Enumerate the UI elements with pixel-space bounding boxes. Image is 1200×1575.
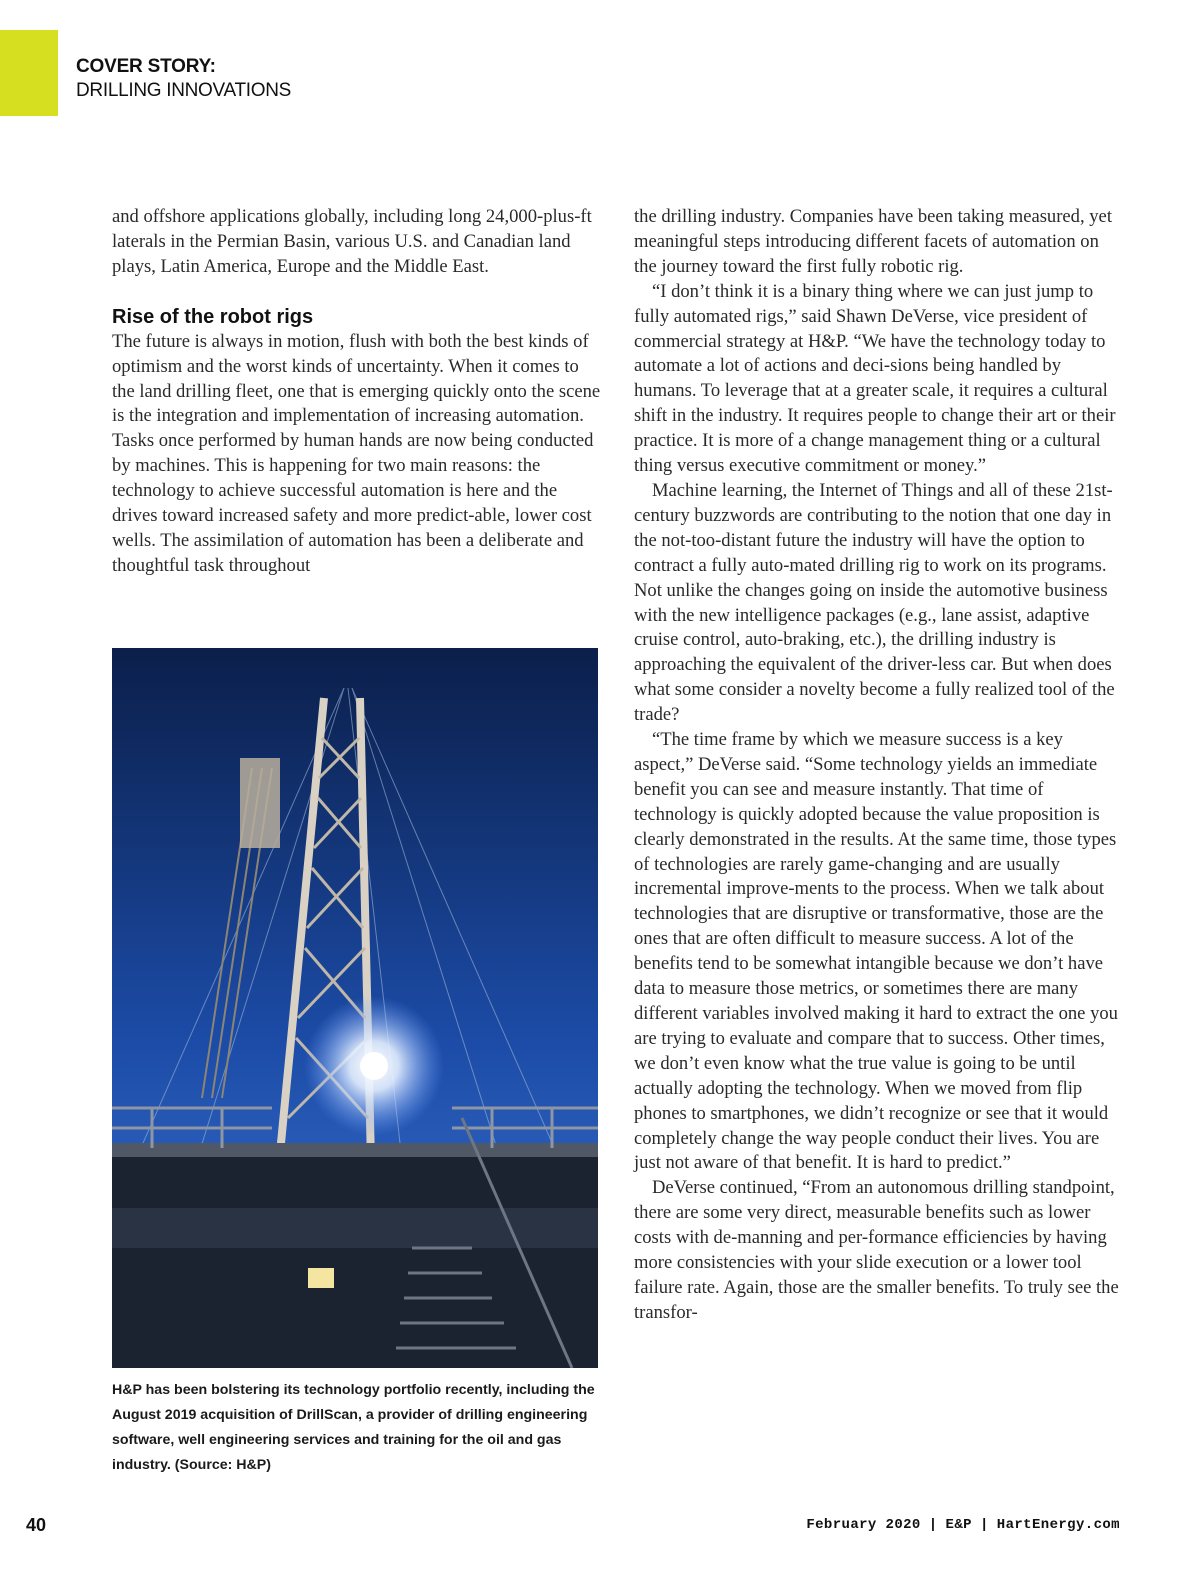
body-paragraph: The future is always in motion, flush with both the best kinds of optimism and the worst kinds of uncertainty. When it comes to the land drilling fleet, one that is emerging quickly onto the scene is the integration and implementation of increasing automation. Tasks once performed by human hands are now being conducted by machines. This is happening for two main reasons: the technology to achieve successful automation is here and the drives toward increased safety and more predict-able, lower cost wells. The assimilation of automation has been a deliberate and thoughtful task throughout [112, 330, 601, 576]
drilling-rig-photo [112, 648, 598, 1368]
footer-separator: | [979, 1517, 989, 1533]
photo-caption: H&P has been bolstering its technology portfolio recently, including the August 2019 acquisition of DrillScan, a provider of drilling engineering software, well engineering services and training for the oil and gas industry. (Source: H&P) [112, 1382, 595, 1473]
section-kicker: COVER STORY: [76, 56, 216, 77]
section-accent-bar [0, 30, 58, 116]
body-paragraph: “The time frame by which we measure success is a key aspect,” DeVerse said. “Some technology yields an immediate benefit you can see and measure instantly. That time of technology is quickly adopted because the value proposition is clearly demonstrated in the results. At the same time, those types of technologies are rarely game-changing and are usually incremental improve-ments to the process. When we talk about technologies that are disruptive or transformative, those are the ones that are often difficult to measure success. A lot of the benefits tend to be somewhat intangible because we don’t have data to measure those metrics, or sometimes there are many different variables involved making it hard to extract the one you are trying to evaluate and compare that to success. Other times, we don’t even know what the true value is going to be until actually adopting the technology. When we moved from flip phones to smartphones, we didn’t recognize or see that it would completely change the way people conduct their lives. You are just not aware of that benefit. It is hard to predict.” [634, 729, 1118, 1174]
website-link[interactable]: HartEnergy.com [996, 1517, 1120, 1533]
footer-separator: | [928, 1517, 938, 1533]
publication-name: E&P [945, 1517, 972, 1533]
subhead: Rise of the robot rigs [112, 305, 314, 328]
body-paragraph: “I don’t think it is a binary thing where we can just jump to fully automated rigs,” said Shawn DeVerse, vice president of commercial strategy at H&P. “We have the technology today to automate a lot of actions and deci-sions being handled by humans. To leverage that at a greater scale, it requires a cultural shift in the industry. It requires people to change their art or their practice. It is more of a change management thing or a cultural thing versus executive commitment or money.” [634, 280, 1116, 477]
section-title: DRILLING INNOVATIONS [76, 80, 291, 101]
body-paragraph: DeVerse continued, “From an autonomous drilling standpoint, there are some very direct, measurable benefits such as lower costs with de-manning and per-formance efficiencies by having more consistencies with your slide execution or a lower tool failure rate. Again, those are the smaller benefits. To truly see the transfor- [634, 1177, 1119, 1323]
issue-date: February 2020 [806, 1517, 921, 1533]
page-footer [806, 1517, 1120, 1533]
body-paragraph: the drilling industry. Companies have been taking measured, yet meaningful steps introducing different facets of automation on the journey toward the first fully robotic rig. [634, 206, 1112, 277]
right-column [634, 205, 1126, 1326]
page-number: 40 [26, 1515, 47, 1535]
body-paragraph: Machine learning, the Internet of Things and all of these 21st-century buzzwords are contributing to the notion that one day in the not-too-distant future the industry will have the option to contract a fully auto-mated drilling rig to work on its programs. Not unlike the changes going on inside the automotive business with the new intelligence packages (e.g., lane assist, adaptive cruise control, auto-braking, etc.), the drilling industry is approaching the equivalent of the driver-less car. But when does what some consider a novelty become a fully realized tool of the trade? [634, 479, 1115, 726]
intro-paragraph: and offshore applications globally, including long 24,000-plus-ft laterals in the Permian Basin, various U.S. and Canadian land plays, Latin America, Europe and the Middle East. [112, 206, 592, 277]
left-column [112, 205, 602, 579]
